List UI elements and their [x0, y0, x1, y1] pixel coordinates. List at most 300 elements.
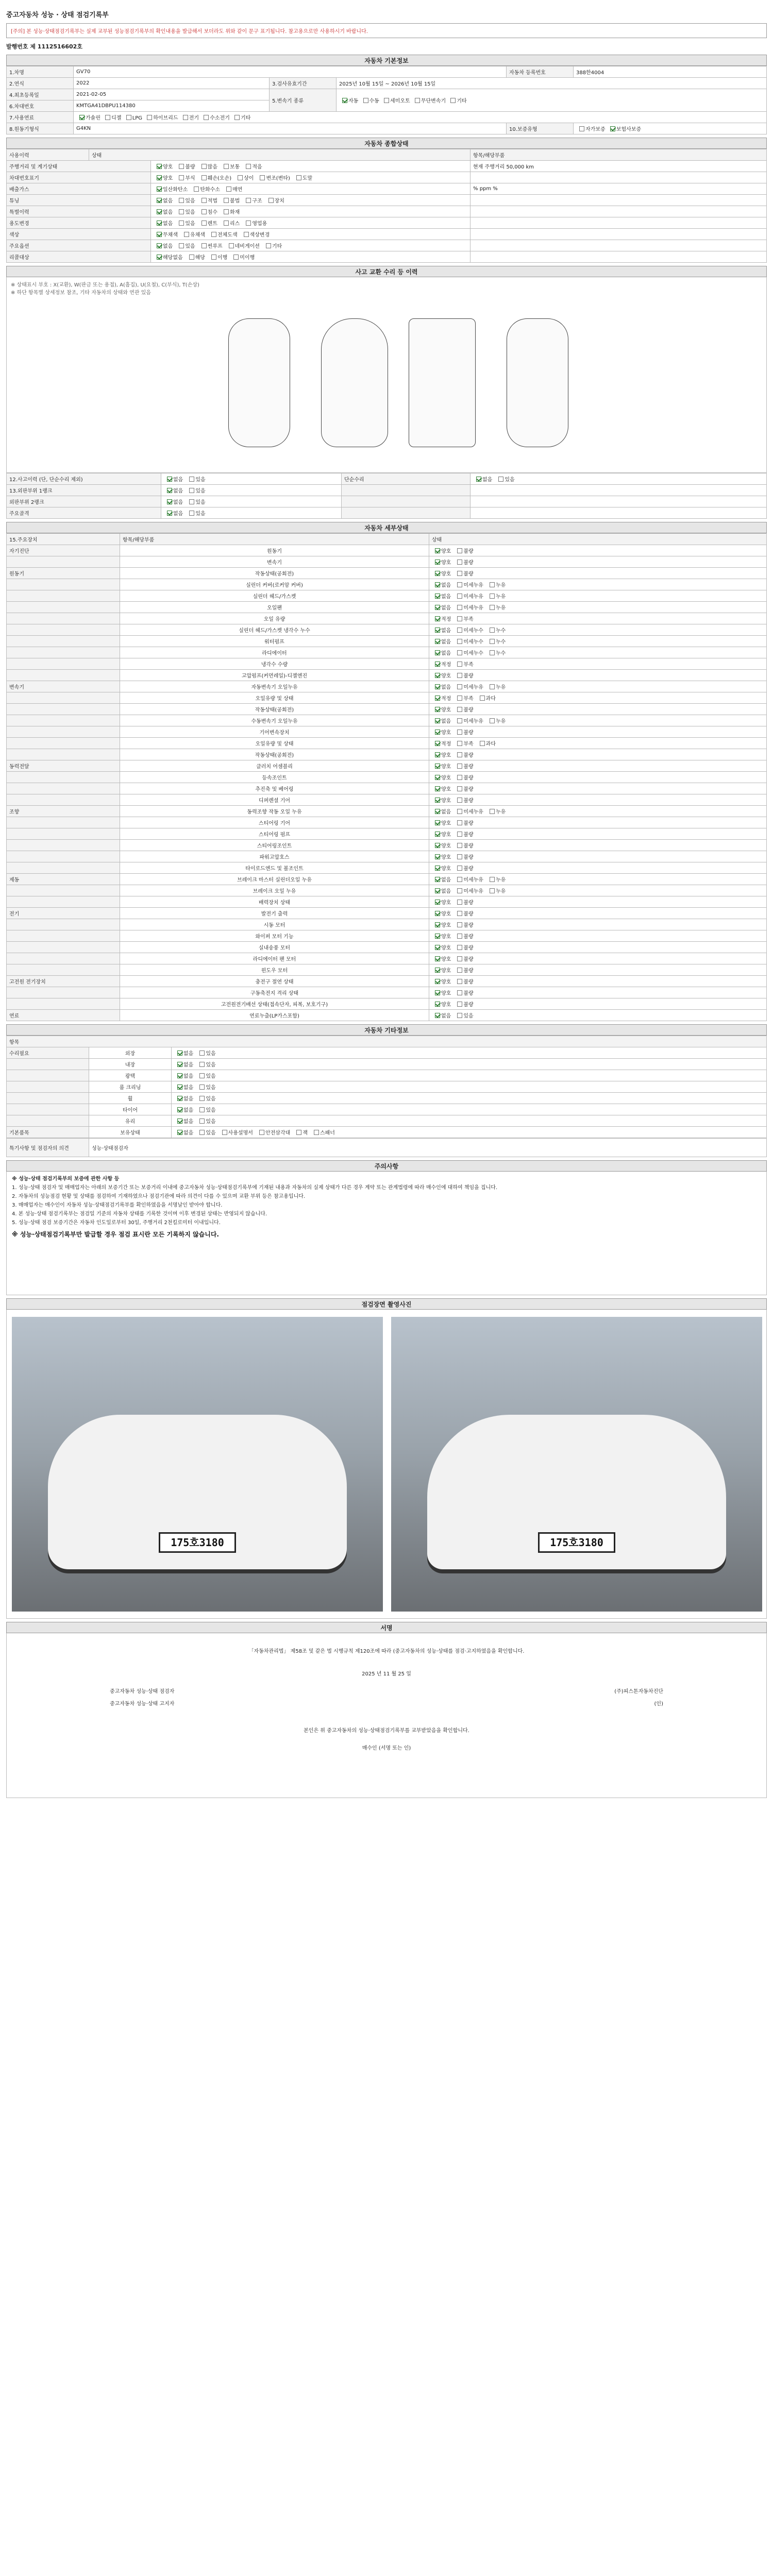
detail-row [7, 715, 767, 726]
checkbox [457, 900, 462, 905]
option-label: 없음 [173, 511, 183, 517]
detail-row [7, 556, 767, 568]
detail-item: 고압펌프(커먼레일)-디젤엔진 [120, 670, 429, 681]
detail-row [7, 794, 767, 806]
checkbox [435, 662, 440, 667]
accident-row-options [161, 485, 342, 496]
car-diagram [6, 277, 767, 473]
checkbox [199, 1118, 205, 1124]
checkbox [457, 752, 462, 757]
option-label: 있음 [195, 477, 206, 483]
detail-row [7, 579, 767, 590]
option-label: 있음 [195, 500, 206, 505]
option-label: 탄화수소 [200, 187, 220, 193]
checkbox [157, 232, 162, 237]
checkbox [222, 1130, 227, 1135]
detail-item: 충전구 절연 상태 [120, 976, 429, 987]
general-row-value [470, 217, 767, 229]
checkbox [490, 888, 495, 893]
option-label: 양호 [441, 707, 451, 713]
detail-state [429, 964, 767, 976]
other-options [172, 1104, 767, 1115]
notes-emphasis: ※ 성능·상태점검기록부만 발급할 경우 점검 표시란 모든 기록하지 않습니다. [12, 1231, 219, 1238]
note-1: 1. 성능·상태 점검자 및 매매업자는 아래의 보증기간 또는 보증거리 이내에 중고자동차 성능·상태점검기록부에 기재된 내용과 자동차의 실제 상태가 다른 경우 계약 또는 관계법령에 따라 매수인에 대하여 책임을 집니다. [12, 1185, 498, 1191]
general-row-label: 튜닝 [7, 195, 151, 206]
option-label: 미세누수 [463, 639, 483, 645]
option-label: 미세누유 [463, 889, 483, 894]
accident-row-label: 외판부위 2랭크 [7, 496, 161, 507]
checkbox [238, 175, 243, 180]
checkbox [199, 1096, 205, 1101]
accident-row-right-options [470, 473, 767, 485]
option-label: 리스 [229, 221, 240, 227]
option-label: 불량 [463, 673, 474, 679]
detail-head-0: 15.주요장치 [7, 534, 120, 545]
general-row-value [470, 251, 767, 263]
label-engine: 8.원동기형식 [7, 123, 74, 134]
sign-confirm: 본인은 위 중고자동차의 성능·상태점검기록부를 교부받았음을 확인합니다. [304, 1728, 469, 1734]
detail-head-2: 상태 [429, 534, 767, 545]
doc-title: 중고자동차 성능 · 상태 점검기록부 [6, 11, 109, 19]
option-label: 화재 [229, 210, 240, 215]
detail-row [7, 953, 767, 964]
accident-row [7, 507, 767, 519]
option-label: 불량 [185, 164, 195, 170]
detail-row [7, 817, 767, 828]
option-label: 누유 [495, 877, 506, 883]
general-row-label: 주요옵션 [7, 240, 151, 251]
detail-row [7, 987, 767, 998]
checkbox [435, 798, 440, 803]
detail-item: 기어변속장치 [120, 726, 429, 738]
checkbox [177, 1096, 182, 1101]
checkbox [229, 243, 234, 248]
option-label: 양호 [441, 968, 451, 974]
detail-item: 실내송풍 모터 [120, 942, 429, 953]
detail-group: 원동기 [7, 568, 120, 579]
checkbox [435, 616, 440, 621]
checkbox [457, 979, 462, 984]
checkbox [179, 209, 184, 214]
other-group [7, 1104, 89, 1115]
option-label: 불량 [463, 787, 474, 792]
other-group: 수리필요 [7, 1047, 89, 1059]
checkbox [189, 511, 194, 516]
detail-group: 조향 [7, 806, 120, 817]
checkbox [201, 175, 207, 180]
checkbox [224, 198, 229, 203]
other-table [6, 1036, 767, 1138]
detail-row [7, 749, 767, 760]
detail-group [7, 919, 120, 930]
checkbox [435, 650, 440, 655]
checkbox [167, 477, 172, 482]
checkbox [244, 232, 249, 237]
general-row-options [151, 217, 470, 229]
option-label: 양호 [441, 832, 451, 838]
other-row [7, 1093, 767, 1104]
detail-state [429, 783, 767, 794]
option-label: 구조 [252, 198, 262, 204]
detail-state [429, 636, 767, 647]
detail-group [7, 783, 120, 794]
option-label: 미세누유 [463, 809, 483, 815]
label-regno: 자동차 등록번호 [507, 66, 574, 78]
section-photos-title: 점검장면 촬영사진 [6, 1298, 767, 1310]
option-label: 누수 [495, 651, 506, 656]
checkbox [457, 684, 462, 689]
option-label: 불량 [463, 923, 474, 928]
option-label: 네비게이션 [234, 244, 260, 249]
accident-row-right-label [342, 485, 470, 496]
doc-number: 발행번호 제 1112516602호 [6, 43, 82, 50]
checkbox [435, 741, 440, 746]
checkbox [179, 221, 184, 226]
detail-group [7, 851, 120, 862]
detail-row [7, 783, 767, 794]
option-label: 불량 [463, 855, 474, 860]
general-row-label: 특별이력 [7, 206, 151, 217]
option-label: 양호 [441, 855, 451, 860]
accident-row-label: 주요골격 [7, 507, 161, 519]
detail-state [429, 760, 767, 772]
checkbox [457, 605, 462, 610]
checkbox [314, 1130, 319, 1135]
checkbox [167, 499, 172, 504]
checkbox [457, 1002, 462, 1007]
detail-state [429, 840, 767, 851]
checkbox [457, 786, 462, 791]
checkbox [457, 696, 462, 701]
detail-item: 브레이크 마스터 실린더오일 누유 [120, 874, 429, 885]
option-label: 많음 [207, 164, 217, 170]
detail-state [429, 658, 767, 670]
detail-group [7, 840, 120, 851]
special-table [6, 1138, 767, 1157]
option-label: 부족 [463, 741, 474, 747]
checkbox [435, 1013, 440, 1018]
checkbox [435, 752, 440, 757]
detail-group [7, 794, 120, 806]
sign-checker: 중고자동차 성능·상태 점검자 [110, 1689, 175, 1694]
detail-state [429, 704, 767, 715]
photo-front [12, 1317, 383, 1612]
detail-item: 자동변속기 오일누유 [120, 681, 429, 692]
option-label: 양호 [441, 945, 451, 951]
checkbox [457, 628, 462, 633]
option-label: 양호 [163, 176, 173, 181]
detail-state [429, 715, 767, 726]
option-label: 미세누수 [463, 651, 483, 656]
option-label: 적음 [252, 164, 262, 170]
detail-item: 등속조인트 [120, 772, 429, 783]
option-label: 양호 [441, 866, 451, 872]
detail-item: 실린더 헤드/가스켓 냉각수 누수 [120, 624, 429, 636]
option-label: 잭 [303, 1130, 308, 1136]
detail-item: 오일유량 및 상태 [120, 692, 429, 704]
accident-row [7, 496, 767, 507]
checkbox [457, 968, 462, 973]
general-row-value: 현재 주행거리 50,000 km [470, 161, 767, 172]
option-label: 적법 [207, 198, 217, 204]
checkbox [457, 911, 462, 916]
general-row-options [151, 206, 470, 217]
checkbox [457, 922, 462, 927]
option-label: 있음 [185, 198, 195, 204]
checkbox [457, 832, 462, 837]
checkbox [490, 582, 495, 587]
checkbox [435, 548, 440, 553]
option-label: 있음 [206, 1051, 216, 1057]
other-row [7, 1070, 767, 1081]
option-label: 부족 [463, 696, 474, 702]
option-label: 없음 [441, 594, 451, 600]
general-row [7, 195, 767, 206]
value-regno: 388한4004 [574, 66, 767, 78]
sign-notifier: 중고자동차 성능·상태 고지자 [110, 1701, 175, 1707]
option-label: 일산화탄소 [163, 187, 188, 193]
detail-row [7, 545, 767, 556]
note-2: 2. 자동차의 성능점검 현황 및 상태를 점검하여 기재하였으나 점검기관에 따라 의견이 다를 수 있으며 교환 부위 등은 참고용입니다. [12, 1194, 306, 1199]
sign-buyer: 매수인 (서명 또는 인) [362, 1745, 411, 1751]
detail-row [7, 806, 767, 817]
option-label: 양호 [441, 900, 451, 906]
option-label: 양호 [441, 843, 451, 849]
option-label: 양호 [441, 775, 451, 781]
detail-group [7, 658, 120, 670]
detail-item: 오일 유량 [120, 613, 429, 624]
detail-item: 냉각수 수량 [120, 658, 429, 670]
checkbox [435, 809, 440, 814]
checkbox [490, 650, 495, 655]
other-group [7, 1093, 89, 1104]
general-row-label: 용도변경 [7, 217, 151, 229]
section-accident-title: 사고 교환 수리 등 이력 [6, 266, 767, 277]
detail-item: 시동 모터 [120, 919, 429, 930]
detail-item: 브레이크 오일 누유 [120, 885, 429, 896]
checkbox [457, 877, 462, 882]
detail-row [7, 568, 767, 579]
checkbox [157, 187, 162, 192]
note-4: 4. 본 성능·상태 점검기록부는 점검일 기준의 자동차 상태를 기록한 것이며 이후 변경된 상태는 반영되지 않습니다. [12, 1211, 267, 1217]
checkbox [226, 187, 231, 192]
detail-row [7, 840, 767, 851]
detail-item: 스티어링 기어 [120, 817, 429, 828]
option-label: 누수 [495, 628, 506, 634]
detail-state [429, 670, 767, 681]
option-label: 침수 [207, 210, 217, 215]
detail-state [429, 624, 767, 636]
option-label: 유채색 [190, 232, 205, 238]
detail-item: 고전원전기배선 상태(접속단자, 피복, 보호기구) [120, 998, 429, 1010]
option-label: 없음 [441, 639, 451, 645]
option-label: 장치 [274, 198, 284, 204]
note-5: 5. 성능·상태 점검 보증기간은 자동차 인도일로부터 30일, 주행거리 2천킬로미터 이내입니다. [12, 1220, 221, 1226]
general-row-label: 차대번호표기 [7, 172, 151, 183]
checkbox [457, 650, 462, 655]
option-label: 누유 [495, 889, 506, 894]
checkbox [435, 628, 440, 633]
car-frame-icon [409, 318, 476, 447]
detail-item: 윈도우 모터 [120, 964, 429, 976]
detail-group [7, 987, 120, 998]
value-engine: G4KN [74, 123, 507, 134]
general-row [7, 240, 767, 251]
checkbox [435, 990, 440, 995]
checkbox [167, 511, 172, 516]
checkbox [457, 616, 462, 621]
option-label: 해당 [195, 255, 205, 261]
option-label: 영업용 [252, 221, 267, 227]
other-group: 기본품목 [7, 1127, 89, 1138]
detail-item: 클러치 어셈블리 [120, 760, 429, 772]
checkbox [246, 198, 251, 203]
option-label: 미세누유 [463, 719, 483, 724]
detail-row [7, 885, 767, 896]
detail-item: 작동상태(공회전) [120, 704, 429, 715]
option-label: 불량 [463, 798, 474, 804]
option-label: 미세누수 [463, 628, 483, 634]
other-item: 룸 크리닝 [89, 1081, 172, 1093]
detail-row [7, 874, 767, 885]
option-label: 미세누유 [463, 583, 483, 588]
detail-row [7, 976, 767, 987]
checkbox [435, 900, 440, 905]
option-label: 있음 [206, 1130, 216, 1136]
checkbox [246, 221, 251, 226]
detail-state [429, 579, 767, 590]
option-label: 훼손(오손) [207, 176, 232, 181]
other-item: 광택 [89, 1070, 172, 1081]
diagram-legend: ※ 상태표시 부호 : X(교환), W(판금 또는 용접), A(흠집), U(요철), C(부식), T(손상) ※ 하단 항목별 상세정보 참조, 기타 자동차의 상태와 연관 있음 [11, 282, 199, 296]
checkbox [224, 221, 229, 226]
general-row-options [151, 172, 470, 183]
option-label: 있음 [206, 1096, 216, 1102]
checkbox [199, 1062, 205, 1067]
detail-item: 동력조향 작동 오일 누유 [120, 806, 429, 817]
detail-item: 스티어링 펌프 [120, 828, 429, 840]
general-row-options [151, 229, 470, 240]
option-label: 불량 [463, 832, 474, 838]
checkbox [211, 255, 216, 260]
option-label: 불량 [463, 571, 474, 577]
detail-group: 동력전달 [7, 760, 120, 772]
checkbox [435, 843, 440, 848]
detail-item: 타이로드엔드 및 볼조인트 [120, 862, 429, 874]
checkbox [177, 1130, 182, 1135]
checkbox [457, 707, 462, 712]
detail-group: 전기 [7, 908, 120, 919]
detail-state [429, 896, 767, 908]
option-label: 있음 [185, 210, 195, 215]
other-options [172, 1081, 767, 1093]
checkbox [189, 255, 194, 260]
general-row [7, 206, 767, 217]
checkbox [157, 209, 162, 214]
sign-date: 2025 년 11 월 25 일 [362, 1671, 411, 1677]
accident-row-right-label [342, 496, 470, 507]
detail-row [7, 930, 767, 942]
detail-state [429, 976, 767, 987]
option-label: 변조(변타) [266, 176, 290, 181]
checkbox [296, 175, 301, 180]
option-label: 불량 [463, 911, 474, 917]
option-label: 양호 [441, 673, 451, 679]
option-label: 보통 [229, 164, 240, 170]
checkbox [157, 221, 162, 226]
other-item: 외장 [89, 1047, 172, 1059]
option-label: 기타 [272, 244, 282, 249]
checkbox [480, 696, 485, 701]
value-year: 2022 [74, 78, 270, 89]
detail-item: 오일팬 [120, 602, 429, 613]
general-row-value [470, 229, 767, 240]
detail-row [7, 964, 767, 976]
detail-row [7, 738, 767, 749]
option-label: 불법 [229, 198, 240, 204]
detail-state [429, 545, 767, 556]
photos-block [6, 1310, 767, 1619]
plate-front: 175호3180 [159, 1532, 236, 1553]
detail-item: 수동변속기 오일누유 [120, 715, 429, 726]
accident-row-label: 12.사고이력 (단, 단순수리 제외) [7, 473, 161, 485]
option-label: 양호 [441, 549, 451, 554]
checkbox [435, 594, 440, 599]
checkbox [435, 820, 440, 825]
value-model: GV70 [74, 66, 507, 78]
detail-state [429, 817, 767, 828]
checkbox [177, 1062, 182, 1067]
general-head-1: 상태 [89, 149, 470, 161]
other-options [172, 1070, 767, 1081]
detail-row [7, 704, 767, 715]
detail-state [429, 987, 767, 998]
option-label: 적정 [441, 696, 451, 702]
checkbox [457, 662, 462, 667]
detail-group: 변속기 [7, 681, 120, 692]
section-sign-title: 서명 [6, 1622, 767, 1633]
option-label: 누유 [495, 605, 506, 611]
option-label: 불량 [463, 945, 474, 951]
checkbox [199, 1050, 205, 1056]
option-label: 부식 [185, 176, 195, 181]
option-label: 없음 [441, 685, 451, 690]
accident-row-options [161, 496, 342, 507]
checkbox [435, 582, 440, 587]
general-head-2: 항목/해당부품 [470, 149, 767, 161]
option-label: 누유 [495, 594, 506, 600]
checkbox [199, 1073, 205, 1078]
detail-group [7, 862, 120, 874]
checkbox [177, 1073, 182, 1078]
option-label: 없음 [441, 889, 451, 894]
checkbox [157, 255, 162, 260]
section-general-title: 자동차 종합상태 [6, 138, 767, 149]
option-label: 없음 [163, 198, 173, 204]
option-label: 적정 [441, 662, 451, 668]
checkbox [201, 243, 207, 248]
detail-item: 디퍼렌셜 기어 [120, 794, 429, 806]
option-label: 있음 [206, 1108, 216, 1113]
detail-row [7, 908, 767, 919]
checkbox [435, 968, 440, 973]
general-row [7, 172, 767, 183]
other-row [7, 1047, 767, 1059]
detail-state [429, 590, 767, 602]
car-side-left-icon [228, 318, 290, 447]
checkbox [435, 979, 440, 984]
checkbox [435, 730, 440, 735]
